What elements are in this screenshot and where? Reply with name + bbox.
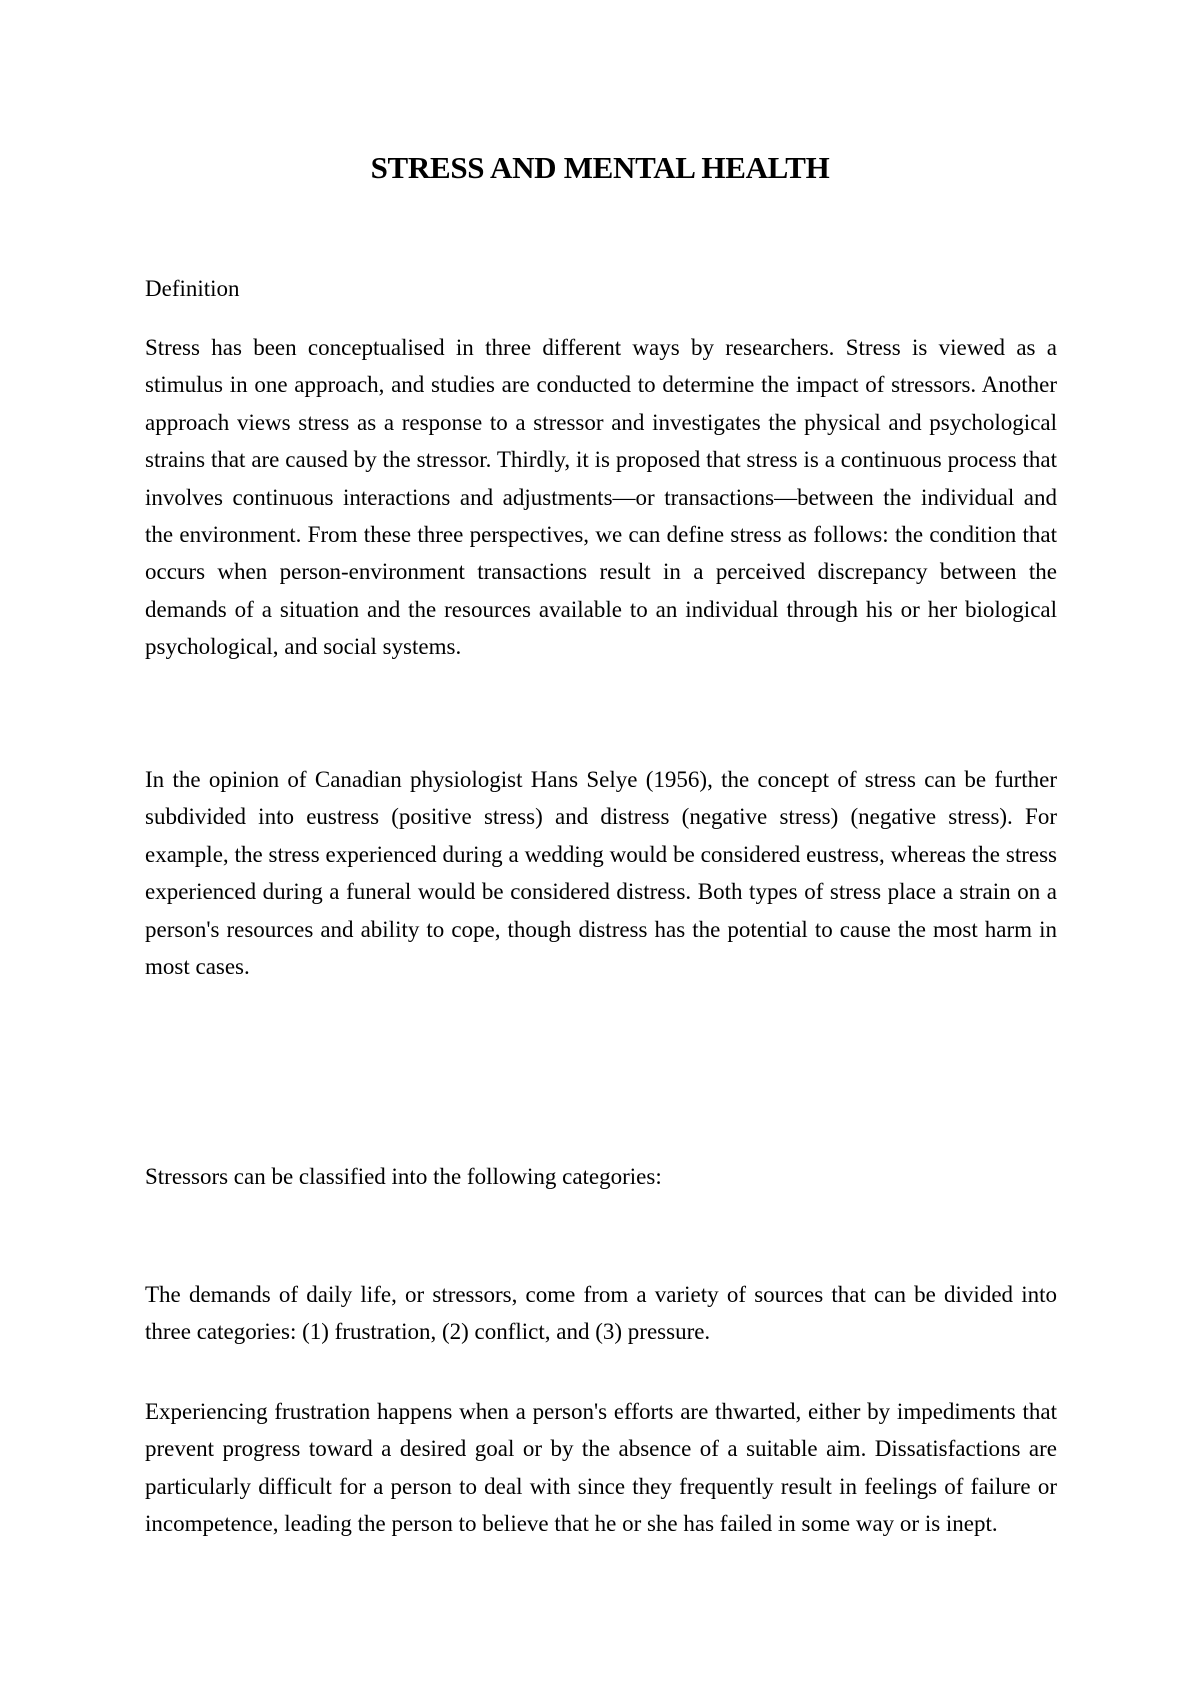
paragraph-frustration: Experiencing frustration happens when a person's efforts are thwarted, either by impediments that prevent progress toward a desired goal or by the absence of a suitable aim. Dissatisfactions are particularly difficult for a person to deal with since they frequently result in feelings of failure or incompetence, leading the person to believe that he or she has failed in some way or is inept.: [145, 1399, 1057, 1537]
page-title: STRESS AND MENTAL HEALTH: [370, 150, 830, 185]
paragraph-stressor-sources: The demands of daily life, or stressors, come from a variety of sources that can be divided into three categories: (1) frustration, (2) conflict, and (3) pressure.: [145, 1282, 1057, 1345]
section-heading-definition: Definition: [145, 276, 240, 301]
paragraph-stressor-categories-intro: Stressors can be classified into the following categories:: [145, 1164, 662, 1189]
paragraph-stress-definition: Stress has been conceptualised in three different ways by researchers. Stress is viewed as a stimulus in one approach, and studies are conducted to determine the impact of stressors. Another approach views stress as a response to a stressor and investigates the physical and psychological strains that are caused by the stressor. Thirdly, it is proposed that stress is a continuous process that involves continuous interactions and adjustments—or transactions—between the individual and the environment. From these three perspectives, we can define stress as follows: the condition that occurs when person-environment transactions result in a perceived discrepancy between the demands of a situation and the resources available to an individual through his or her biological psychological, and social systems.: [145, 335, 1057, 660]
paragraph-eustress-distress: In the opinion of Canadian physiologist Hans Selye (1956), the concept of stress can be further subdivided into eustress (positive stress) and distress (negative stress) (negative stress). For example, the stress experienced during a wedding would be considered eustress, whereas the stress experienced during a funeral would be considered distress. Both types of stress place a strain on a person's resources and ability to cope, though distress has the potential to cause the most harm in most cases.: [145, 767, 1057, 980]
